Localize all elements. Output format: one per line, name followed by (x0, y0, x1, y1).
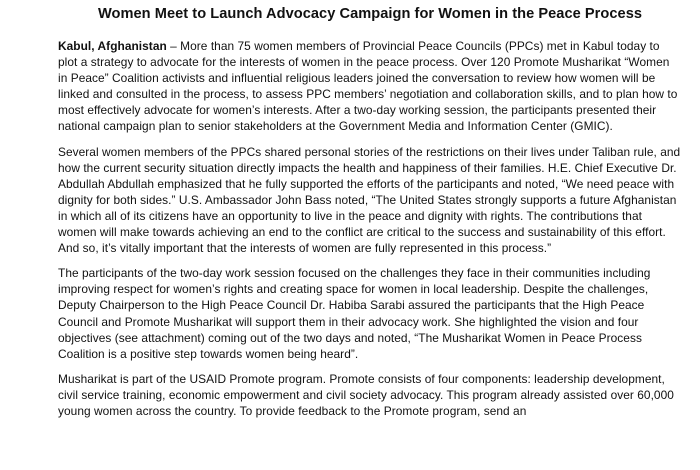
paragraph-3: The participants of the two-day work session focused on the challenges they face in their communities including improving respect for women’s rights and creating space for women in local leadership. Despite the challenges, Deputy Chairperson to the High Peace Council Dr. Habiba Sarabi assured the participants that the High Peace Council and Promote Musharikat will support them in their advocacy work. She highlighted the vision and four objectives (see attachment) coming out of the two days and noted, “The Musharikat Women in Peace Process Coalition is a positive step towards women being heard”. (58, 266, 651, 361)
paragraph-4: Musharikat is part of the USAID Promote program. Promote consists of four components: leadership development, civil service training, economic empowerment and civil society advocacy. This program already assisted over 60,000 young women across the country. To provide feedback to the Promote program, send an (58, 371, 674, 418)
paragraph-1-text: – More than 75 women members of Provincial Peace Councils (PPCs) met in Kabul today to plot a strategy to advocate for the interests of women in the peace process. Over 120 Promote Musharikat “Women in Peace” Coalition activists and influential religious leaders joined the conversation to review how women will be linked and consulted in the process, to assess PPC members’ negotiation and collaboration skills, and to plan how to most effectively advocate for women’s interests. After a two-day working session, the participants presented their national campaign plan to senior stakeholders at the Government Media and Information Center (GMIC). (58, 39, 678, 134)
document-title: Women Meet to Launch Advocacy Campaign for Women in the Peace Process (97, 6, 643, 22)
paragraph-2: Several women members of the PPCs shared personal stories of the restrictions on their lives under Taliban rule, and how the current security situation directly impacts the health and happiness of their families. H.E. Chief Executive Dr. Abdullah Abdullah emphasized that he fully supported the efforts of the participants and noted, “We need peace with dignity for both sides.” U.S. Ambassador John Bass noted, “The United States strongly supports a future Afghanistan in which all of its citizens have an opportunity to live in the peace and dignity with rights. The contributions that women will make towards achieving an end to the conflict are critical to the success and sustainability of this effort. And so, it’s vitally important that the interests of women are fully represented in this process.” (58, 144, 681, 256)
paragraph-1 (58, 38, 682, 135)
dateline: Kabul, Afghanistan (58, 39, 167, 53)
